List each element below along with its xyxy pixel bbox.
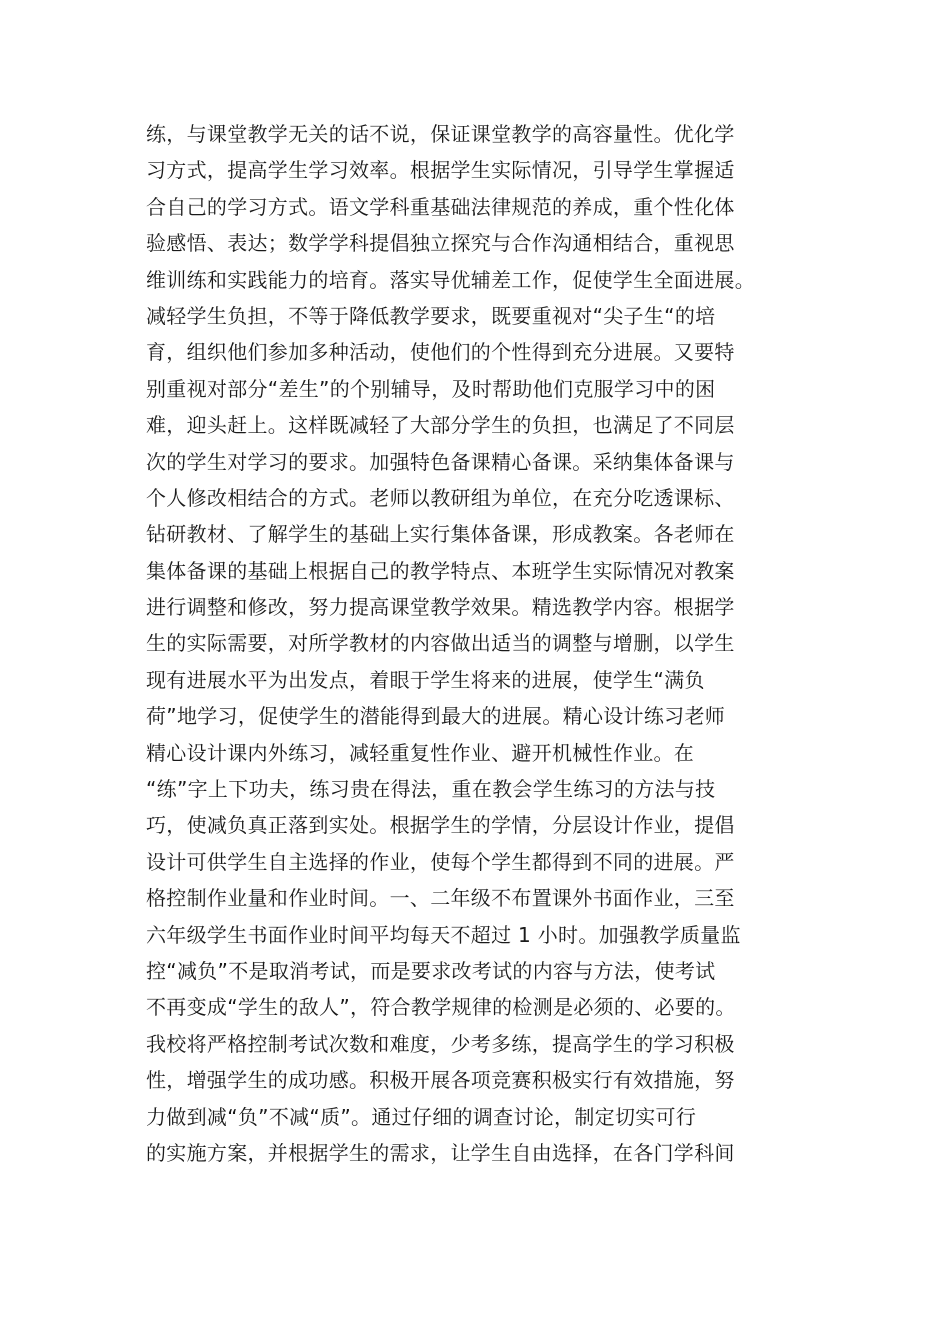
text-line: 合自己的学习方式。语文学科重基础法律规范的养成，重个性化体: [146, 194, 735, 219]
text-line: 次的学生对学习的要求。加强特色备课精心备课。采纳集体备课与: [146, 449, 735, 474]
text-line: 控“减负”不是取消考试，而是要求改考试的内容与方法，使考试: [146, 958, 716, 983]
text-line: 验感悟、表达；数学学科提倡独立探究与合作沟通相结合，重视思: [146, 231, 735, 256]
text-line: 不再变成“学生的敌人”，符合教学规律的检测是必须的、必要的。: [146, 995, 736, 1020]
text-line: 性，增强学生的成功感。积极开展各项竞赛积极实行有效措施，努: [146, 1068, 735, 1093]
text-line: 练，与课堂教学无关的话不说，保证课堂教学的高容量性。优化学: [146, 122, 735, 146]
text-line: 巧，使减负真正落到实处。根据学生的学情，分层设计作业，提倡: [146, 813, 735, 838]
body-text: [146, 116, 826, 1171]
text-line: 格控制作业量和作业时间。一、二年级不布置课外书面作业，三至: [146, 886, 735, 911]
text-line: 习方式，提高学生学习效率。根据学生实际情况，引导学生掌握适: [146, 158, 735, 183]
text-line: 设计可供学生自主选择的作业，使每个学生都得到不同的进展。严: [146, 849, 735, 874]
text-line: 的实施方案，并根据学生的需求，让学生自由选择，在各门学科间: [146, 1140, 735, 1165]
text-line: 六年级学生书面作业时间平均每天不超过 1 小时。加强教学质量监: [146, 922, 741, 947]
text-line: 难，迎头赶上。这样既减轻了大部分学生的负担，也满足了不同层: [146, 413, 735, 438]
text-line: 生的实际需要，对所学教材的内容做出适当的调整与增删，以学生: [146, 631, 735, 656]
text-line: 现有进展水平为出发点，着眼于学生将来的进展，使学生“满负: [146, 667, 705, 692]
text-line: 力做到减“负”不减“质”。通过仔细的调查讨论，制定切实可行: [146, 1104, 697, 1129]
text-line: 个人修改相结合的方式。老师以教研组为单位，在充分吃透课标、: [146, 485, 735, 510]
text-line: 维训练和实践能力的培育。落实导优辅差工作，促使学生全面进展。: [146, 267, 755, 292]
text-line: 精心设计课内外练习，减轻重复性作业、避开机械性作业。在: [146, 740, 695, 765]
text-line: 别重视对部分“差生”的个别辅导，及时帮助他们克服学习中的困: [146, 376, 716, 401]
text-line: “练”字上下功夫，练习贵在得法，重在教会学生练习的方法与技: [146, 777, 716, 802]
text-line: 进行调整和修改，努力提高课堂教学效果。精选教学内容。根据学: [146, 595, 735, 620]
text-line: 减轻学生负担，不等于降低教学要求，既要重视对“尖子生“的培: [146, 303, 716, 328]
text-line: 荷”地学习，促使学生的潜能得到最大的进展。精心设计练习老师: [146, 704, 726, 729]
text-line: 集体备课的基础上根据自己的教学特点、本班学生实际情况对教案: [146, 558, 735, 583]
text-line: 我校将严格控制考试次数和难度，少考多练，提高学生的学习积极: [146, 1031, 735, 1056]
text-line: 钻研教材、了解学生的基础上实行集体备课，形成教案。各老师在: [146, 522, 735, 547]
text-line: 育，组织他们参加多种活动，使他们的个性得到充分进展。又要特: [146, 340, 735, 365]
